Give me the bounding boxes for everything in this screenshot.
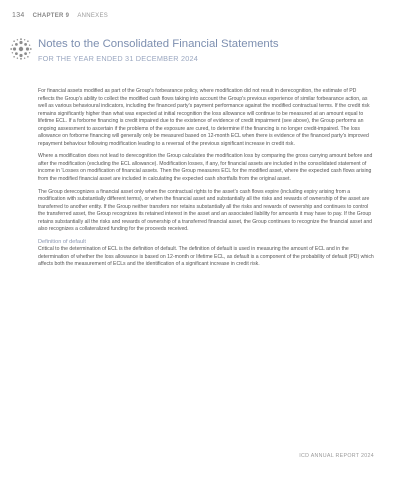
page-subtitle: FOR THE YEAR ENDED 31 DECEMBER 2024 — [38, 54, 199, 63]
page-title: Notes to the Consolidated Financial Statements — [38, 38, 279, 50]
footer-report-name: ICD ANNUAL REPORT 2024 — [299, 453, 374, 459]
icd-logo-icon — [10, 38, 32, 60]
chapter-label: CHAPTER 9 — [32, 12, 70, 19]
section-label: ANNEXES — [77, 12, 109, 19]
running-head — [12, 12, 108, 19]
page-number: 134 — [12, 12, 25, 19]
paragraph-derecognition: The Group derecognizes a financial asset only when the contractual rights to the asset's cash flows expire (including expiry arising from a modification with substantially different terms), or when the financial asset and substantially all the risks and rewards of ownership of the asset are transferred to another entity. If the Group neither transfers nor retains substantially all the risks and rewards of ownership and continues to control the transferred asset, the Group recognizes its retained interest in the asset and an associated liability for amounts it may have to pay. If the Group retains substantially all the risks and rewards of ownership of a transferred financial asset, the Group continues to recognize the financial asset and also recognizes a collateralized funding for the proceeds received. — [38, 188, 373, 233]
paragraph-definition-of-default: Critical to the determination of ECL is the definition of default. The definition of default is used in measuring the amount of ECL and in the determination of whether the loss allowance is based on 12-month or lifetime ECL, as default is a component of the probability of default (PD) which affects both the measurement of ECLs and the identification of a significant increase in credit risk. — [38, 246, 374, 268]
paragraph-modification-loss: Where a modification does not lead to derecognition the Group calculates the modification loss by comparing the gross carrying amount before and after the modification (excluding the ECL allowance). Modification losses, if any, for financial assets are included in the consolidated statement of income in 'Losses on modification of financial assets. Then the Group measures ECL for the modified asset, where the expected cash flows arising from the modified financial asset are included in calculating the expected cash shortfalls from the original asset. — [38, 153, 373, 183]
body-text — [38, 88, 374, 274]
paragraph-forbearance: For financial assets modified as part of the Group's forbearance policy, where modification did not result in derecognition, the estimate of PD reflects the Group's ability to collect the modified cash flows taking into account the Group's previous experience of similar forbearance action, as well as various behavioural indicators, including the financed party's payment performance against the modified contractual terms. If the credit risk remains significantly higher than what was expected at initial recognition the loss allowance will continue to be measured at an amount equal to lifetime ECL. If a forborne financing is credit impaired due to the existence of evidence of credit impairment (see above), the Group performs an ongoing assessment to ascertain if the problems of the exposure are cured, to determine if the financing is no longer credit-impaired. The loss allowance on forborne financing will generally only be measured based on 12-month ECL when there is evidence of the financed party's improved repayment behaviour following modification leading to a reversal of the previous significant increase in credit risk. — [38, 88, 370, 147]
definition-heading: Definition of default — [38, 238, 86, 245]
